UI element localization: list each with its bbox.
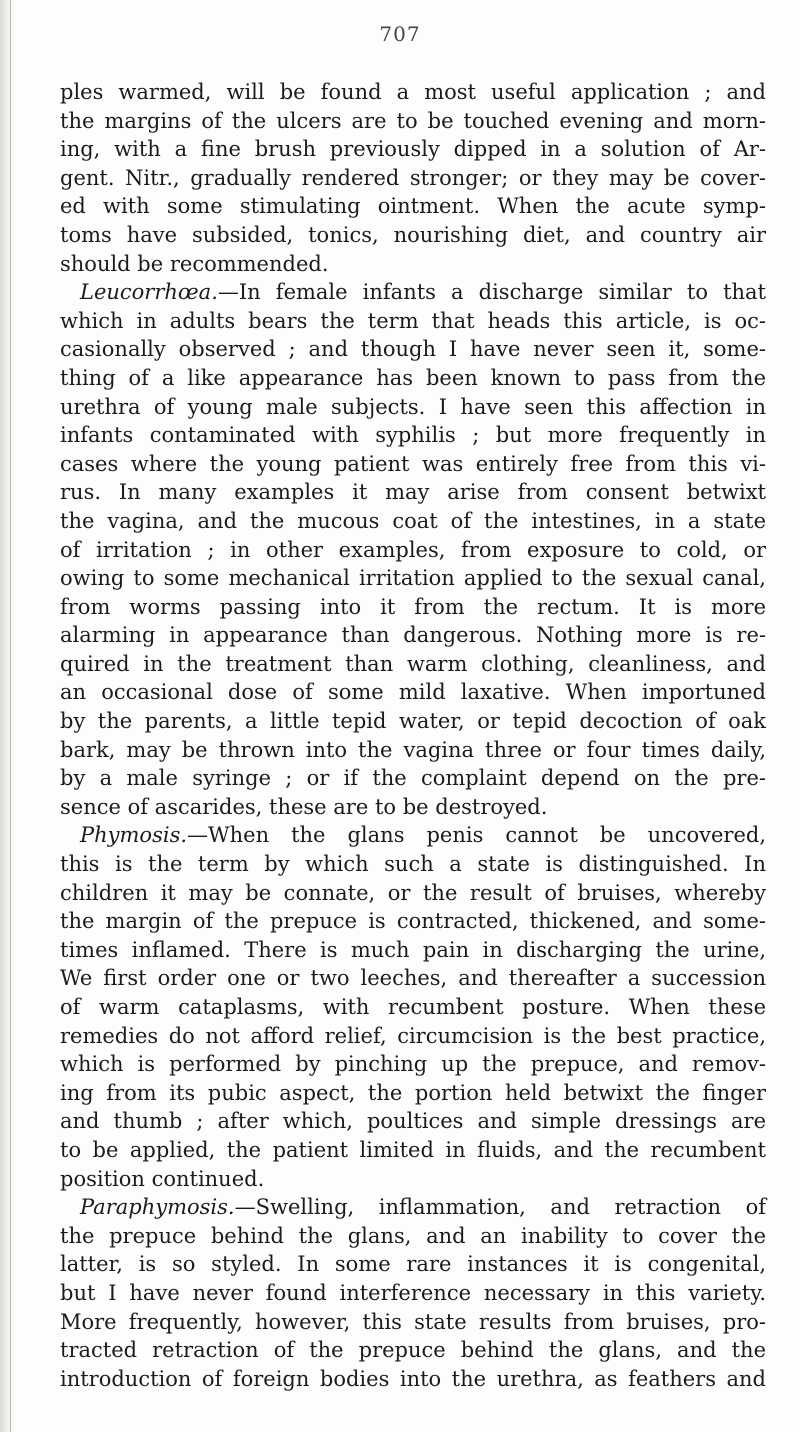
text-line: the margin of the prepuce is contracted, thickened, and some- bbox=[60, 909, 766, 934]
text-line: should be recommended. bbox=[60, 251, 329, 276]
text-line: gent. Nitr., gradually rendered stronger; or they may be cover- bbox=[60, 165, 766, 190]
text-line: the prepuce behind the glans, and an inability to cover the bbox=[60, 1223, 766, 1248]
text-line: of warm cataplasms, with recumbent posture. When these bbox=[60, 995, 766, 1019]
text-line: tracted retraction of the prepuce behind the glans, and the bbox=[60, 1338, 766, 1363]
text-line: position continued. bbox=[60, 1166, 265, 1191]
text-line: children it may be connate, or the result of bruises, whereby bbox=[60, 880, 766, 905]
page-binding-shadow bbox=[0, 0, 14, 1432]
text-line: but I have never found interference necessary in this variety. bbox=[60, 1280, 766, 1305]
text-line: ed with some stimulating ointment. When the acute symp- bbox=[60, 194, 766, 219]
text-line: by the parents, a little tepid water, or tepid decoction of oak bbox=[60, 709, 766, 734]
term-leucorrhoea: Leucorrhœa. bbox=[80, 280, 218, 305]
text-line: from worms passing into it from the rectum. It is more bbox=[60, 594, 766, 619]
text-line: infants contaminated with syphilis ; but more frequently in bbox=[60, 423, 766, 448]
text-line: of irritation ; in other examples, from exposure to cold, or bbox=[60, 537, 766, 562]
text-line: remedies do not afford relief, circumcision is the best practice, bbox=[60, 1023, 766, 1048]
text-line: latter, is so styled. In some rare instances it is congenital, bbox=[60, 1252, 766, 1277]
text-line: quired in the treatment than warm clothing, cleanliness, and bbox=[60, 651, 766, 676]
text-line: ples warmed, will be found a most useful application ; and bbox=[60, 80, 766, 104]
page-number: 707 bbox=[379, 22, 421, 46]
text-line: urethra of young male subjects. I have seen this affection in bbox=[60, 394, 766, 419]
text-line: this is the term by which such a state is distinguished. In bbox=[60, 852, 766, 877]
text-line: cases where the young patient was entirely free from this vi- bbox=[60, 451, 766, 476]
text-line: —When the glans penis cannot be uncovered, bbox=[187, 823, 766, 848]
text-line: which in adults bears the term that heads this article, is oc- bbox=[60, 308, 766, 333]
text-line: We first order one or two leeches, and thereafter a succession bbox=[60, 966, 766, 991]
text-line: owing to some mechanical irritation applied to the sexual canal, bbox=[60, 566, 766, 591]
text-line: ing from its pubic aspect, the portion held betwixt the finger bbox=[60, 1080, 766, 1105]
paragraph-paraphymosis-first-line bbox=[60, 1193, 766, 1222]
text-line: to be applied, the patient limited in fluids, and the recumbent bbox=[60, 1137, 766, 1162]
text-line: alarming in appearance than dangerous. Nothing more is re- bbox=[60, 623, 766, 648]
text-line: —In female infants a discharge similar to that bbox=[217, 280, 766, 305]
text-line: the vagina, and the mucous coat of the intestines, in a state bbox=[60, 508, 766, 533]
text-line: the margins of the ulcers are to be touched evening and morn- bbox=[60, 108, 766, 133]
text-line: More frequently, however, this state results from bruises, pro- bbox=[60, 1309, 766, 1334]
text-line: casionally observed ; and though I have never seen it, some- bbox=[60, 337, 766, 362]
term-phymosis: Phymosis. bbox=[80, 823, 188, 848]
text-line: an occasional dose of some mild laxative. When importuned bbox=[60, 680, 766, 705]
text-line: which is performed by pinching up the prepuce, and remov- bbox=[60, 1052, 766, 1077]
text-line: and thumb ; after which, poultices and simple dressings are bbox=[60, 1109, 766, 1134]
paragraph-phymosis-first-line bbox=[60, 821, 766, 850]
page-binding-edge bbox=[10, 0, 11, 1432]
paragraph-leucorrhoea-first-line bbox=[60, 278, 766, 307]
term-paraphymosis: Paraphymosis. bbox=[80, 1195, 235, 1220]
text-line: —Swelling, inflammation, and retraction of bbox=[234, 1195, 766, 1220]
text-line: introduction of foreign bodies into the urethra, as feathers and bbox=[60, 1366, 766, 1391]
text-line: rus. In many examples it may arise from consent betwixt bbox=[60, 480, 766, 505]
text-line: sence of ascarides, these are to be destroyed. bbox=[60, 794, 548, 819]
page-body-text bbox=[60, 78, 766, 1393]
text-line: ing, with a fine brush previously dipped in a solution of Ar- bbox=[60, 137, 766, 162]
text-line: times inflamed. There is much pain in discharging the urine, bbox=[60, 937, 766, 962]
text-line: by a male syringe ; or if the complaint depend on the pre- bbox=[60, 766, 766, 791]
text-line: thing of a like appearance has been known to pass from the bbox=[60, 365, 766, 390]
text-line: bark, may be thrown into the vagina three or four times daily, bbox=[60, 737, 766, 762]
text-line: toms have subsided, tonics, nourishing diet, and country air bbox=[60, 222, 766, 247]
